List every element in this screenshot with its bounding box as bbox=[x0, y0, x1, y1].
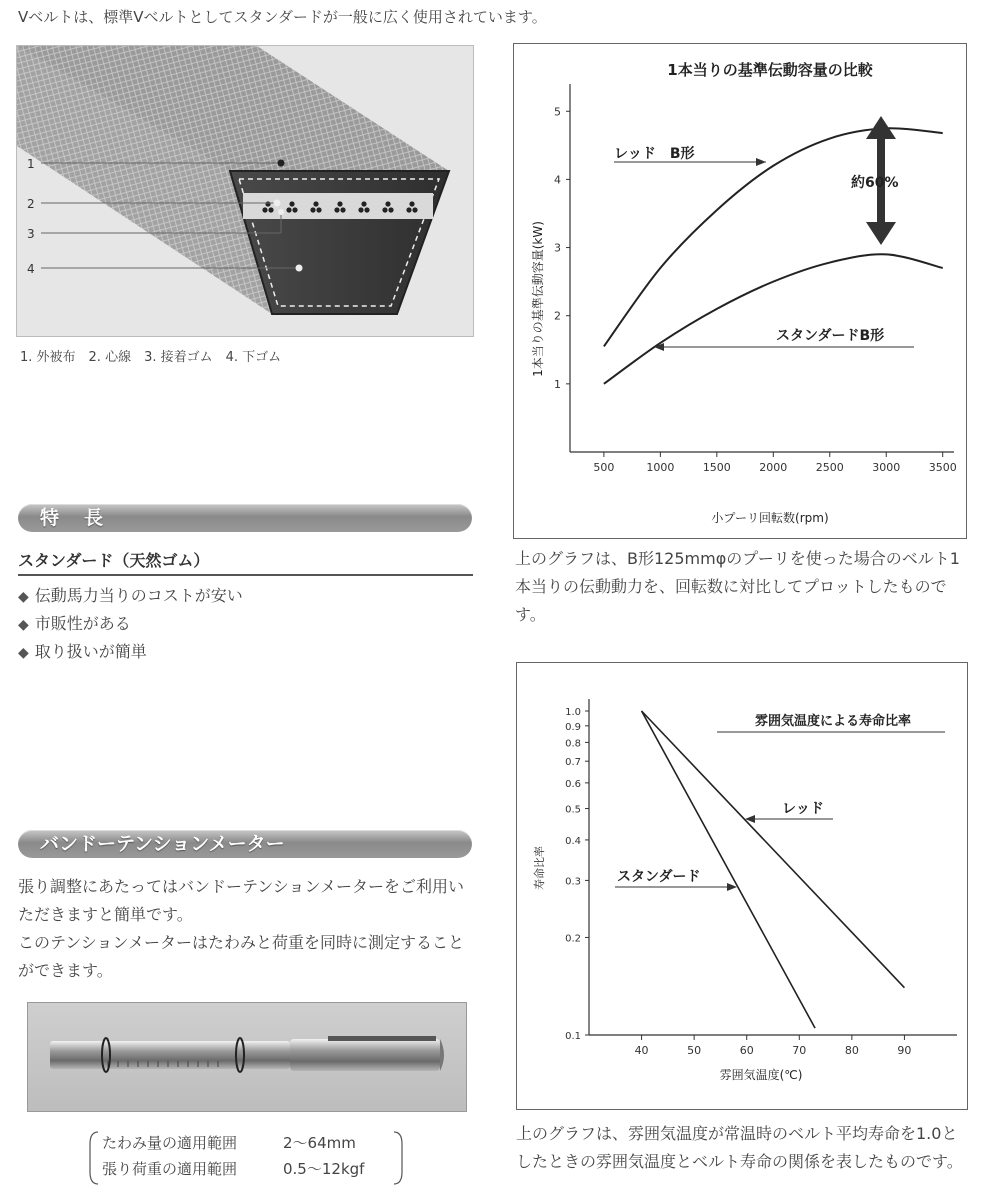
belt-illustration bbox=[17, 46, 473, 336]
life-ratio-chart bbox=[516, 662, 968, 1110]
chart2-x-tick-label: 70 bbox=[792, 1044, 807, 1057]
feature-item: ◆ 伝動馬力当りのコストが安い bbox=[18, 582, 243, 610]
chart1-series-label-standard: スタンダードB形 bbox=[776, 328, 885, 344]
feature-item: ◆ 市販性がある bbox=[18, 610, 243, 638]
callout-1: 1 bbox=[27, 157, 35, 171]
chart2-y-tick-label: 0.6 bbox=[565, 778, 581, 790]
chart2-x-tick-label: 50 bbox=[687, 1044, 702, 1057]
chart1-y-tick-label: 4 bbox=[554, 173, 561, 187]
spec-deflection-value: 2〜64mm bbox=[283, 1134, 356, 1152]
features-list bbox=[18, 582, 243, 666]
chart1-x-tick-label: 2500 bbox=[815, 461, 844, 474]
tension-meter-para1: 張り調整にあたってはバンドーテンションメーターをご利用いただきますと簡単です。 bbox=[18, 877, 465, 924]
chart2-title: 雰囲気温度による寿命比率 bbox=[754, 714, 912, 729]
chart1-series-label-red: レッド B形 bbox=[614, 146, 695, 162]
chart2-y-tick-label: 0.2 bbox=[565, 933, 581, 945]
chart1-ylabel: 1本当りの基準伝動容量(kW) bbox=[531, 221, 545, 377]
chart1-y-tick-label: 2 bbox=[554, 309, 561, 323]
parts-caption: 1. 外被布 2. 心線 3. 接着ゴム 4. 下ゴム bbox=[20, 350, 282, 365]
capacity-chart bbox=[513, 43, 967, 539]
chart2-y-tick-label: 0.7 bbox=[565, 757, 581, 769]
chart2-y-tick-label: 0.8 bbox=[565, 738, 581, 750]
spec-deflection-label: たわみ量の適用範囲 bbox=[102, 1134, 238, 1152]
chart1-caption: 上のグラフは、B形125mmφのプーリを使った場合のベルト1本当りの伝動動力を、回転数に対比してプロットしたものです。 bbox=[515, 549, 960, 624]
chart1-title: 1本当りの基準伝動容量の比較 bbox=[667, 61, 873, 79]
chart2-x-tick-label: 90 bbox=[897, 1044, 912, 1057]
chart2-xlabel: 雰囲気温度(℃) bbox=[719, 1068, 803, 1082]
chart2-y-tick-label: 0.3 bbox=[565, 876, 581, 888]
belt-cross-section-figure bbox=[16, 45, 474, 337]
chart1-x-tick-label: 3500 bbox=[928, 461, 957, 474]
tension-meter-heading: バンドーテンションメーター bbox=[40, 833, 285, 855]
tension-meter-illustration bbox=[28, 1003, 466, 1111]
chart2-x-tick-label: 60 bbox=[739, 1044, 754, 1057]
chart2-y-tick-label: 0.5 bbox=[565, 804, 581, 816]
chart2-y-tick-label: 0.4 bbox=[565, 835, 581, 847]
tension-meter-photo bbox=[27, 1002, 467, 1112]
chart1-xlabel: 小プーリ回転数(rpm) bbox=[711, 511, 829, 525]
callout-2: 2 bbox=[27, 197, 35, 211]
chart2-series-label-standard: スタンダード bbox=[617, 869, 701, 885]
chart1-annotation: 約60% bbox=[851, 175, 899, 191]
callout-3: 3 bbox=[27, 227, 35, 241]
chart2-y-tick-label: 0.1 bbox=[565, 1031, 581, 1042]
tension-meter-heading-bar bbox=[18, 830, 472, 858]
spec-load-value: 0.5〜12kgf bbox=[283, 1160, 365, 1178]
chart1-x-tick-label: 1000 bbox=[646, 461, 675, 474]
tension-meter-para2: このテンションメーターはたわみと荷重を同時に測定することができます。 bbox=[18, 933, 465, 980]
chart1-y-tick-label: 1 bbox=[554, 377, 561, 391]
chart1-axes bbox=[570, 84, 954, 452]
chart2-x-tick-label: 80 bbox=[844, 1044, 859, 1057]
chart2-series-label-red: レッド bbox=[782, 801, 824, 817]
chart1-x-tick-label: 3000 bbox=[872, 461, 901, 474]
chart2-ylabel: 寿命比率 bbox=[533, 846, 546, 890]
chart2-y-tick-label: 1.0 bbox=[565, 707, 581, 718]
intro-text: Vベルトは、標準Vベルトとしてスタンダードが一般に広く使用されています。 bbox=[18, 8, 547, 26]
callout-4: 4 bbox=[27, 262, 35, 276]
chart2-caption: 上のグラフは、雰囲気温度が常温時のベルト平均寿命を1.0としたときの雰囲気温度とベルト寿命の関係を表したものです。 bbox=[516, 1124, 963, 1171]
chart1-x-tick-label: 1500 bbox=[702, 461, 731, 474]
chart2-x-tick-label: 40 bbox=[634, 1044, 649, 1057]
chart1-x-tick-label: 500 bbox=[593, 461, 615, 474]
features-subheading: スタンダード（天然ゴム） bbox=[18, 548, 473, 576]
chart2-line-red bbox=[642, 711, 905, 988]
features-heading-bar bbox=[18, 504, 472, 532]
features-heading: 特 長 bbox=[40, 507, 107, 529]
chart2-y-tick-label: 0.9 bbox=[565, 721, 581, 733]
chart1-y-tick-label: 5 bbox=[554, 105, 561, 119]
spec-load-label: 張り荷重の適用範囲 bbox=[102, 1160, 238, 1178]
chart1-y-tick-label: 3 bbox=[554, 241, 561, 255]
feature-item: ◆ 取り扱いが簡単 bbox=[18, 638, 243, 666]
chart1-x-tick-label: 2000 bbox=[759, 461, 788, 474]
